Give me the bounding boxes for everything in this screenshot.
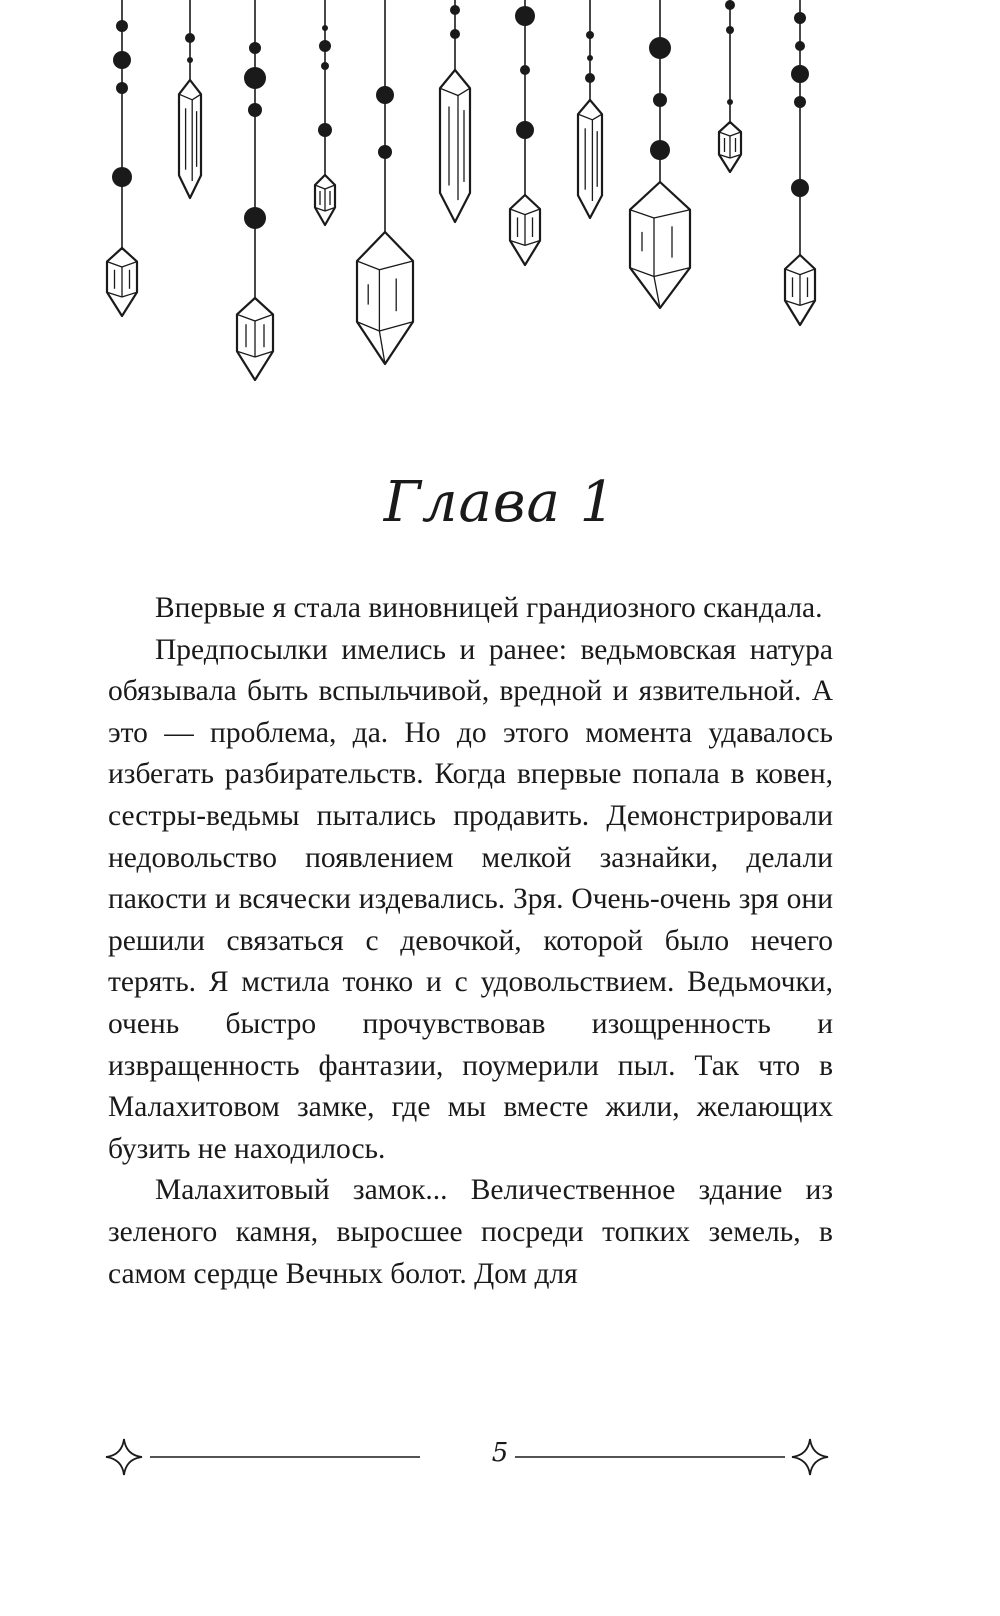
hanging-crystal-10	[719, 0, 741, 172]
hanging-crystal-7	[510, 0, 540, 265]
hanging-crystal-6	[440, 0, 470, 222]
hanging-crystal-11	[785, 0, 815, 325]
paragraph-1: Впервые я стала виновницей грандиозного скандала.	[155, 592, 823, 624]
hanging-crystals-decoration	[0, 0, 1000, 400]
hanging-crystal-3	[237, 0, 273, 380]
hanging-crystal-1	[107, 0, 137, 316]
paragraph-2: Предпосылки имелись и ранее: ведьмовская натура обязывала быть вспыльчивой, вредной и язвительной. А это — проблема, да. Но до этого момента удавалось избегать разбирательств. Когда впервые попала в ковен, сестры-ведьмы пытались продавить. Демонстрировали недовольство появлением мелкой зазнайки, делали пакости и всячески издевались. Зря. Очень-очень зря они решили связаться с девочкой, которой было нечего терять. Я мстила тонко и с удовольствием. Ведьмочки, очень быстро прочувствовав изощренность и извращенность фантазии, поумерили пыл. Так что в Малахитовом замке, где мы вместе жили, желающих бузить не находилось.	[108, 633, 833, 1165]
hanging-crystal-2	[179, 0, 201, 198]
chapter-body	[108, 588, 833, 1295]
hanging-crystal-5	[357, 0, 413, 364]
chapter-title: Глава 1	[383, 470, 617, 535]
hanging-crystal-4	[315, 0, 335, 225]
hanging-crystal-8	[578, 0, 602, 218]
page-number: 5	[491, 1438, 509, 1468]
hanging-crystal-9	[630, 0, 690, 308]
paragraph-3: Малахитовый замок... Величественное здание из зеленого камня, выросшее посреди топких земель, в самом сердце Вечных болот. Дом для	[108, 1174, 833, 1290]
